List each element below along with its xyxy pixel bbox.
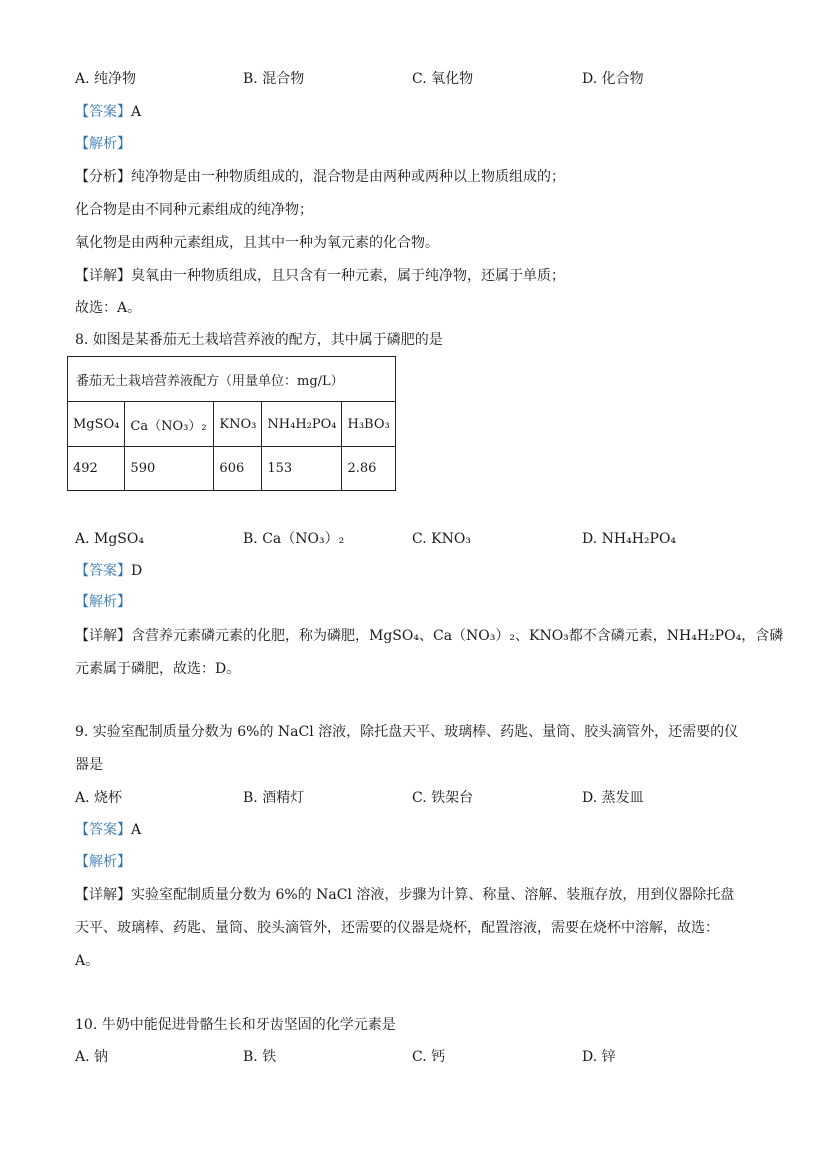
value-cell: 2.86 [342,447,395,491]
q9-analysis-tag: 【解析】 [75,854,131,870]
fenxi-tag: 【分析】 [75,169,131,185]
q7-fenxi-1 [75,167,565,187]
fenxi-text: 纯净物是由一种物质组成的，混合物是由两种或两种以上物质组成的； [131,169,565,185]
q7-answer [75,102,141,122]
table-header-row [68,402,396,447]
answer-tag: 【答案】 [75,822,131,838]
q9-detail-3: A。 [75,953,100,969]
answer-value: D [131,563,143,579]
q9-stem-2: 器是 [75,757,103,773]
table-row [68,447,396,491]
q9-options [75,788,775,808]
q10-options [75,1047,775,1067]
q10-option-b: B. 铁 [243,1049,277,1065]
detail-text: 实验室配制质量分数为 6%的 NaCl 溶液，步骤为计算、称量、溶解、装瓶存放，用到仪器除托盘 [131,887,735,903]
header-cell: MgSO₄ [68,402,125,447]
q8-option-d: D. NH₄H₂PO₄ [582,531,677,547]
nutrient-recipe-table [67,356,396,491]
detail-text: 含营养元素磷元素的化肥，称为磷肥，MgSO₄、Ca（NO₃）₂、KNO₃都不含磷元素，NH₄H₂PO₄，含磷 [131,628,784,644]
q8-options [75,529,775,549]
header-cell: Ca（NO₃）₂ [125,402,214,447]
q9-option-d: D. 蒸发皿 [582,790,644,806]
value-cell: 590 [125,447,214,491]
answer-value: A [131,822,142,838]
q9-answer [75,820,141,840]
q7-option-c: C. 氧化物 [412,71,474,87]
q9-stem-1: 9. 实验室配制质量分数为 6%的 NaCl 溶液，除托盘天平、玻璃棒、药匙、量筒、胶头滴管外，还需要的仪 [75,724,739,740]
q8-option-c: C. KNO₃ [412,531,471,547]
q8-answer [75,561,142,581]
answer-tag: 【答案】 [75,104,131,120]
q8-detail-1 [75,626,783,646]
q9-option-a: A. 烧杯 [75,790,123,806]
q9-detail-2: 天平、玻璃棒、药匙、量筒、胶头滴管外，还需要的仪器是烧杯，配置溶液，需要在烧杯中溶解，故选： [75,920,719,936]
q7-fenxi-3: 氧化物是由两种元素组成，且其中一种为氧元素的化合物。 [75,235,439,251]
header-cell: NH₄H₂PO₄ [262,402,342,447]
q10-option-d: D. 锌 [582,1049,616,1065]
header-cell: KNO₃ [214,402,262,447]
q10-stem: 10. 牛奶中能促进骨骼生长和牙齿坚固的化学元素是 [75,1017,396,1033]
detail-tag: 【详解】 [75,268,131,284]
q7-option-a: A. 纯净物 [75,71,137,87]
q7-option-d: D. 化合物 [582,71,644,87]
q7-analysis-tag: 【解析】 [75,136,131,152]
q7-fenxi-2: 化合物是由不同种元素组成的纯净物； [75,202,313,218]
q8-option-a: A. MgSO₄ [75,531,144,547]
detail-text: 臭氧由一种物质组成，且只含有一种元素，属于纯净物，还属于单质； [131,268,565,284]
q7-detail [75,266,565,286]
value-cell: 606 [214,447,262,491]
q8-option-b: B. Ca（NO₃）₂ [243,531,345,547]
answer-value: A [131,104,142,120]
answer-tag: 【答案】 [75,563,131,579]
q7-option-b: B. 混合物 [243,71,305,87]
table-title: 番茄无土栽培营养液配方（用量单位：mg/L） [68,357,396,402]
q9-option-c: C. 铁架台 [412,790,474,806]
value-cell: 492 [68,447,125,491]
detail-tag: 【详解】 [75,628,131,644]
q9-option-b: B. 酒精灯 [243,790,305,806]
value-cell: 153 [262,447,342,491]
q9-detail-1 [75,885,734,905]
q7-options [75,69,775,89]
q10-option-a: A. 钠 [75,1049,109,1065]
q7-conclusion: 故选：A。 [75,300,142,316]
q8-detail-2: 元素属于磷肥，故选：D。 [75,661,241,677]
detail-tag: 【详解】 [75,887,131,903]
q8-stem: 8. 如图是某番茄无土栽培营养液的配方，其中属于磷肥的是 [75,332,443,348]
q8-analysis-tag: 【解析】 [75,594,131,610]
q10-option-c: C. 钙 [412,1049,446,1065]
header-cell: H₃BO₃ [342,402,395,447]
